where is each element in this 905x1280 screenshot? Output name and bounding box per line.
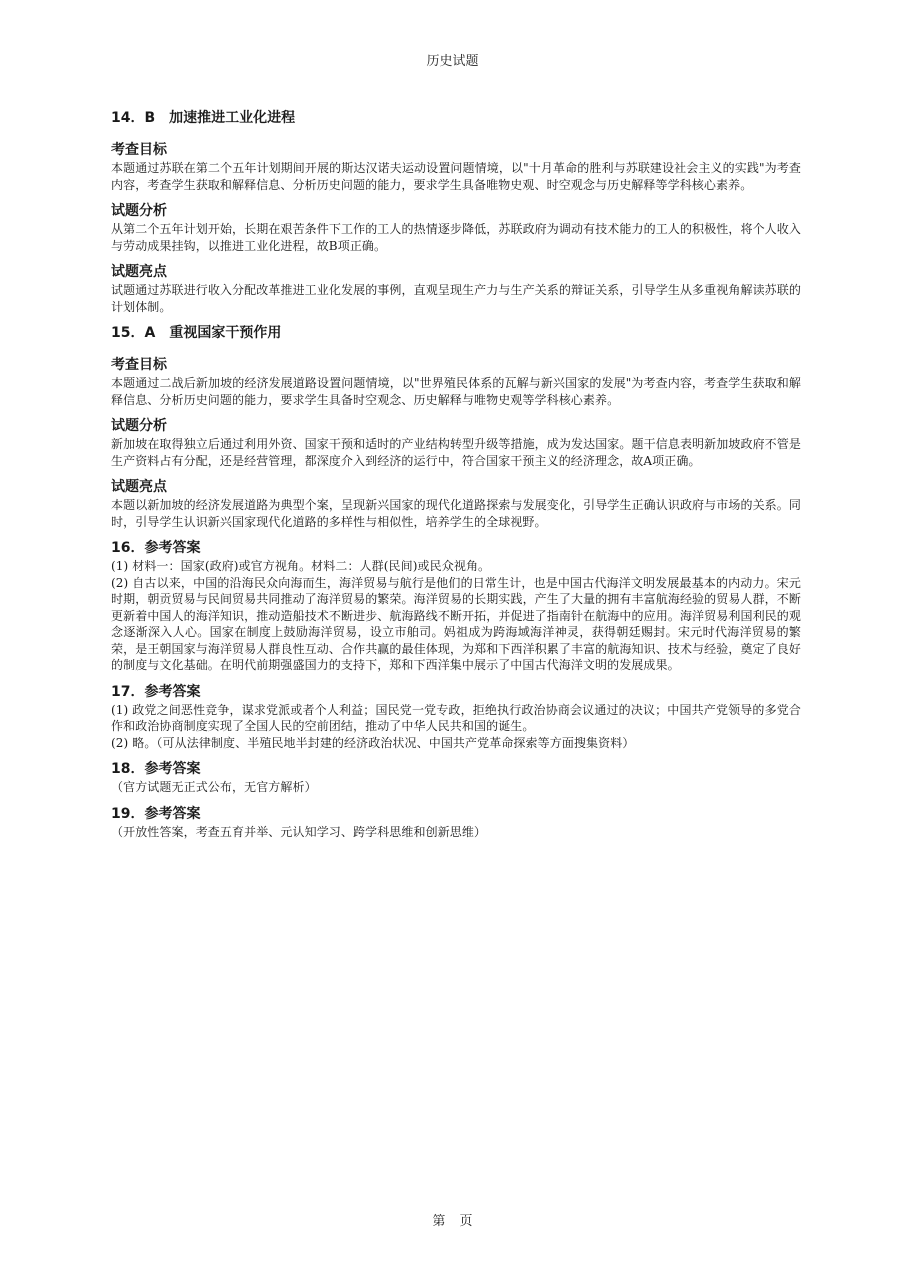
question-title: 16．参考答案 (111, 540, 201, 556)
section-heading-analysis: 试题分析 (111, 203, 167, 219)
answer-item-1: (1) 材料一：国家(政府)或官方视角。材料二：人群(民间)或民众视角。 (111, 559, 491, 573)
question-title: 14．B 加速推进工业化进程 (111, 110, 296, 126)
question-18 (111, 759, 801, 796)
section-text-analysis: 新加坡在取得独立后通过利用外资、国家干预和适时的产业结构转型升级等措施，成为发达国家。题干信息表明新加坡政府不管是生产资料占有分配，还是经营管理，都深度介入到经济的运行中，符合国家干预主义的经济理念，故A项正确。 (111, 437, 801, 468)
question-title: 17．参考答案 (111, 683, 201, 700)
question-15 (111, 323, 801, 530)
document-body (111, 108, 801, 848)
section-heading-target: 考查目标 (111, 357, 167, 373)
page-header-title: 历史试题 (426, 54, 479, 69)
section-text-analysis: 从第二个五年计划开始，长期在艰苦条件下工作的工人的热情逐步降低，苏联政府为调动有技术能力的工人的积极性，将个人收入与劳动成果挂钩，以推进工业化进程，故B项正确。 (111, 222, 801, 253)
section-text-target: 本题通过苏联在第二个五年计划期间开展的斯达汉诺夫运动设置问题情境，以"十月革命的胜利与苏联建设社会主义的实践"为考查内容，考查学生获取和解释信息、分析历史问题的能力，要求学生具备唯物史观、时空观念与历史解释等学科核心素养。 (111, 161, 801, 192)
question-14 (111, 108, 801, 315)
section-heading-target: 考查目标 (111, 142, 167, 158)
section-heading-highlight: 试题亮点 (111, 264, 167, 280)
answer-item-1: (1) 政党之间恶性竞争，谋求党派或者个人利益；国民党一党专政，拒绝执行政治协商会议通过的决议；中国共产党领导的多党合作和政治协商制度实现了全国人民的空前团结，推动了中华人民共和国的诞生。 (111, 702, 801, 733)
section-text-highlight: 试题通过苏联进行收入分配改革推进工业化发展的事例，直观呈现生产力与生产关系的辩证关系，引导学生从多重视角解读苏联的计划体制。 (111, 283, 801, 314)
section-heading-analysis: 试题分析 (111, 418, 167, 434)
answer-text: （官方试题无正式公布，无官方解析） (111, 780, 317, 794)
question-title: 19．参考答案 (111, 805, 201, 822)
answer-item-2: (2) 自古以来，中国的沿海民众向海而生，海洋贸易与航行是他们的日常生计，也是中国古代海洋文明发展最基本的内动力。宋元时期，朝贡贸易与民间贸易共同推动了海洋贸易的繁荣。海洋贸易的长期实践，产生了大量的拥有丰富航海经验的贸易人群，不断更新着中国人的海洋知识，推动造船技术不断进步、航海路线不断开拓，并促进了指南针在航海中的应用。海洋贸易利国利民的观念逐渐深入人心。国家在制度上鼓励海洋贸易，设立市舶司。妈祖成为跨海域海洋神灵，获得朝廷赐封。宋元时代海洋贸易的繁荣，是王朝国家与海洋贸易人群良性互动、合作共赢的最佳体现，为郑和下西洋积累了丰富的航海知识、技术与经验，奠定了良好的制度与文化基础。在明代前期强盛国力的支持下，郑和下西洋集中展示了中国古代海洋文明的发展成果。 (111, 575, 801, 672)
answer-text: （开放性答案，考查五育并举、元认知学习、跨学科思维和创新思维） (111, 824, 487, 839)
section-text-target: 本题通过二战后新加坡的经济发展道路设置问题情境，以"世界殖民体系的瓦解与新兴国家的发展"为考查内容，考查学生获取和解释信息、分析历史问题的能力，要求学生具备时空观念、历史解释与唯物史观等学科核心素养。 (111, 376, 801, 407)
section-heading-highlight: 试题亮点 (111, 479, 167, 495)
section-text-highlight: 本题以新加坡的经济发展道路为典型个案，呈现新兴国家的现代化道路探索与发展变化，引导学生正确认识政府与市场的关系。同时，引导学生认识新兴国家现代化道路的多样性与相似性，培养学生的全球视野。 (111, 498, 801, 529)
page-footer-label: 第 页 (432, 1214, 473, 1229)
question-title: 18．参考答案 (111, 761, 201, 777)
question-19 (111, 804, 801, 841)
question-16 (111, 538, 801, 674)
answer-item-2: (2) 略。（可从法律制度、半殖民地半封建的经济政治状况、中国共产党革命探索等方面搜集资料） (111, 735, 635, 750)
question-title: 15．A 重视国家干预作用 (111, 325, 282, 341)
question-17 (111, 682, 801, 752)
